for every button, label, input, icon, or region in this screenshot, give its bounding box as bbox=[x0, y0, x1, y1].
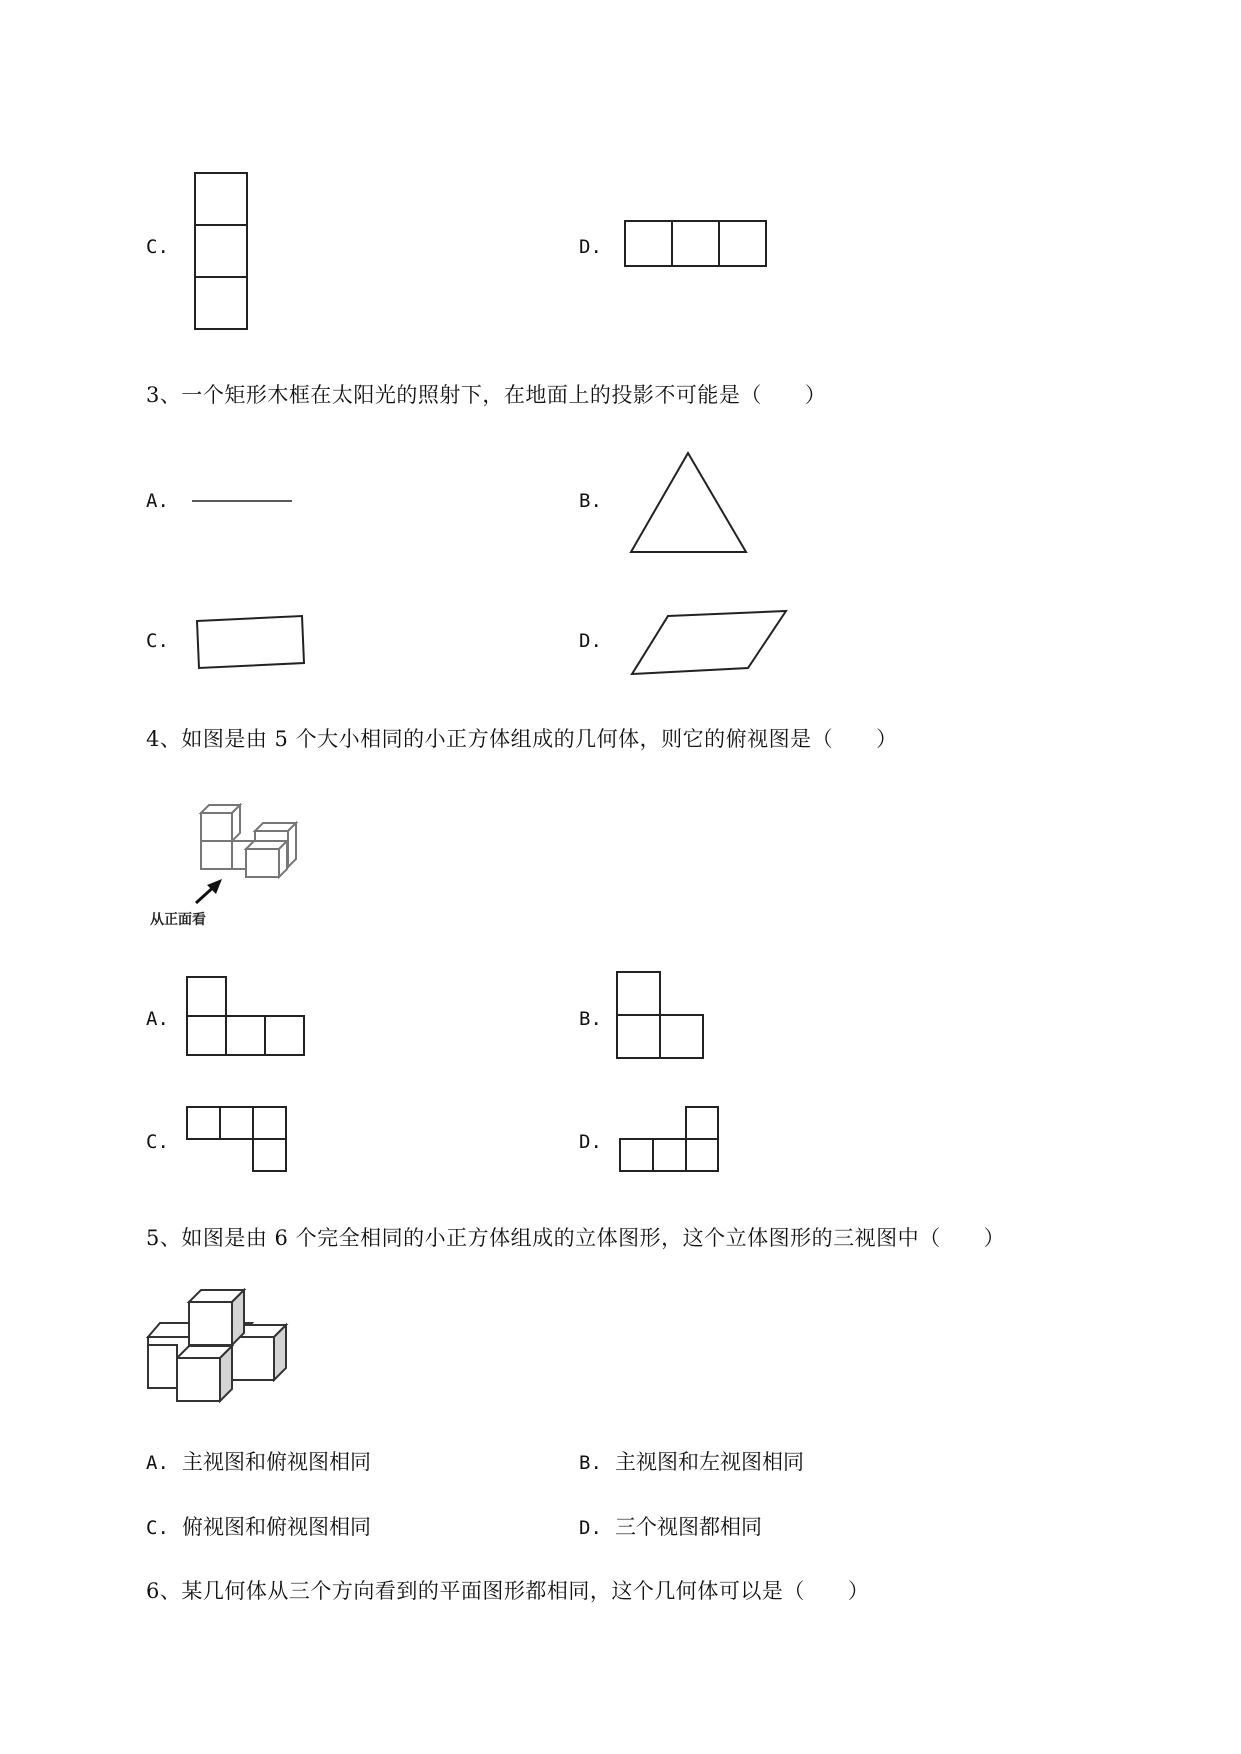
option-c-label: C. bbox=[146, 1517, 169, 1539]
option-c-label: C. bbox=[146, 630, 169, 652]
option-d bbox=[579, 1511, 762, 1541]
question-6-text: 6、某几何体从三个方向看到的平面图形都相同，这个几何体可以是（ ） bbox=[146, 1579, 870, 1603]
question-3-text: 3、一个矩形木框在太阳光的照射下，在地面上的投影不可能是（ ） bbox=[146, 383, 827, 407]
option-d-label: D. bbox=[579, 1517, 602, 1539]
option-a-label: A. bbox=[146, 1008, 169, 1030]
option-d-label: D. bbox=[579, 1131, 602, 1153]
option-c bbox=[146, 1511, 371, 1541]
option-b-label: B. bbox=[579, 1008, 602, 1030]
option-a bbox=[146, 1446, 371, 1476]
question-5-text: 5、如图是由 6 个完全相同的小正方体组成的立体图形，这个立体图形的三视图中（ ） bbox=[146, 1226, 1006, 1250]
figure-caption: 从正面看 bbox=[150, 912, 206, 928]
question-4-text: 4、如图是由 5 个大小相同的小正方体组成的几何体，则它的俯视图是（ ） bbox=[146, 727, 898, 751]
option-c-text: 俯视图和俯视图相同 bbox=[181, 1515, 371, 1539]
option-a-label: A. bbox=[146, 490, 169, 512]
option-a-label: A. bbox=[146, 1452, 169, 1474]
option-d-label: D. bbox=[579, 236, 602, 258]
option-c-label: C. bbox=[146, 1131, 169, 1153]
option-b-text: 主视图和左视图相同 bbox=[614, 1450, 804, 1474]
option-d-text: 三个视图都相同 bbox=[614, 1515, 762, 1539]
option-a-text: 主视图和俯视图相同 bbox=[181, 1450, 371, 1474]
option-b-label: B. bbox=[579, 1452, 602, 1474]
option-d-label: D. bbox=[579, 630, 602, 652]
option-b bbox=[579, 1446, 804, 1476]
option-c-label: C. bbox=[146, 236, 169, 258]
option-b-label: B. bbox=[579, 490, 602, 512]
